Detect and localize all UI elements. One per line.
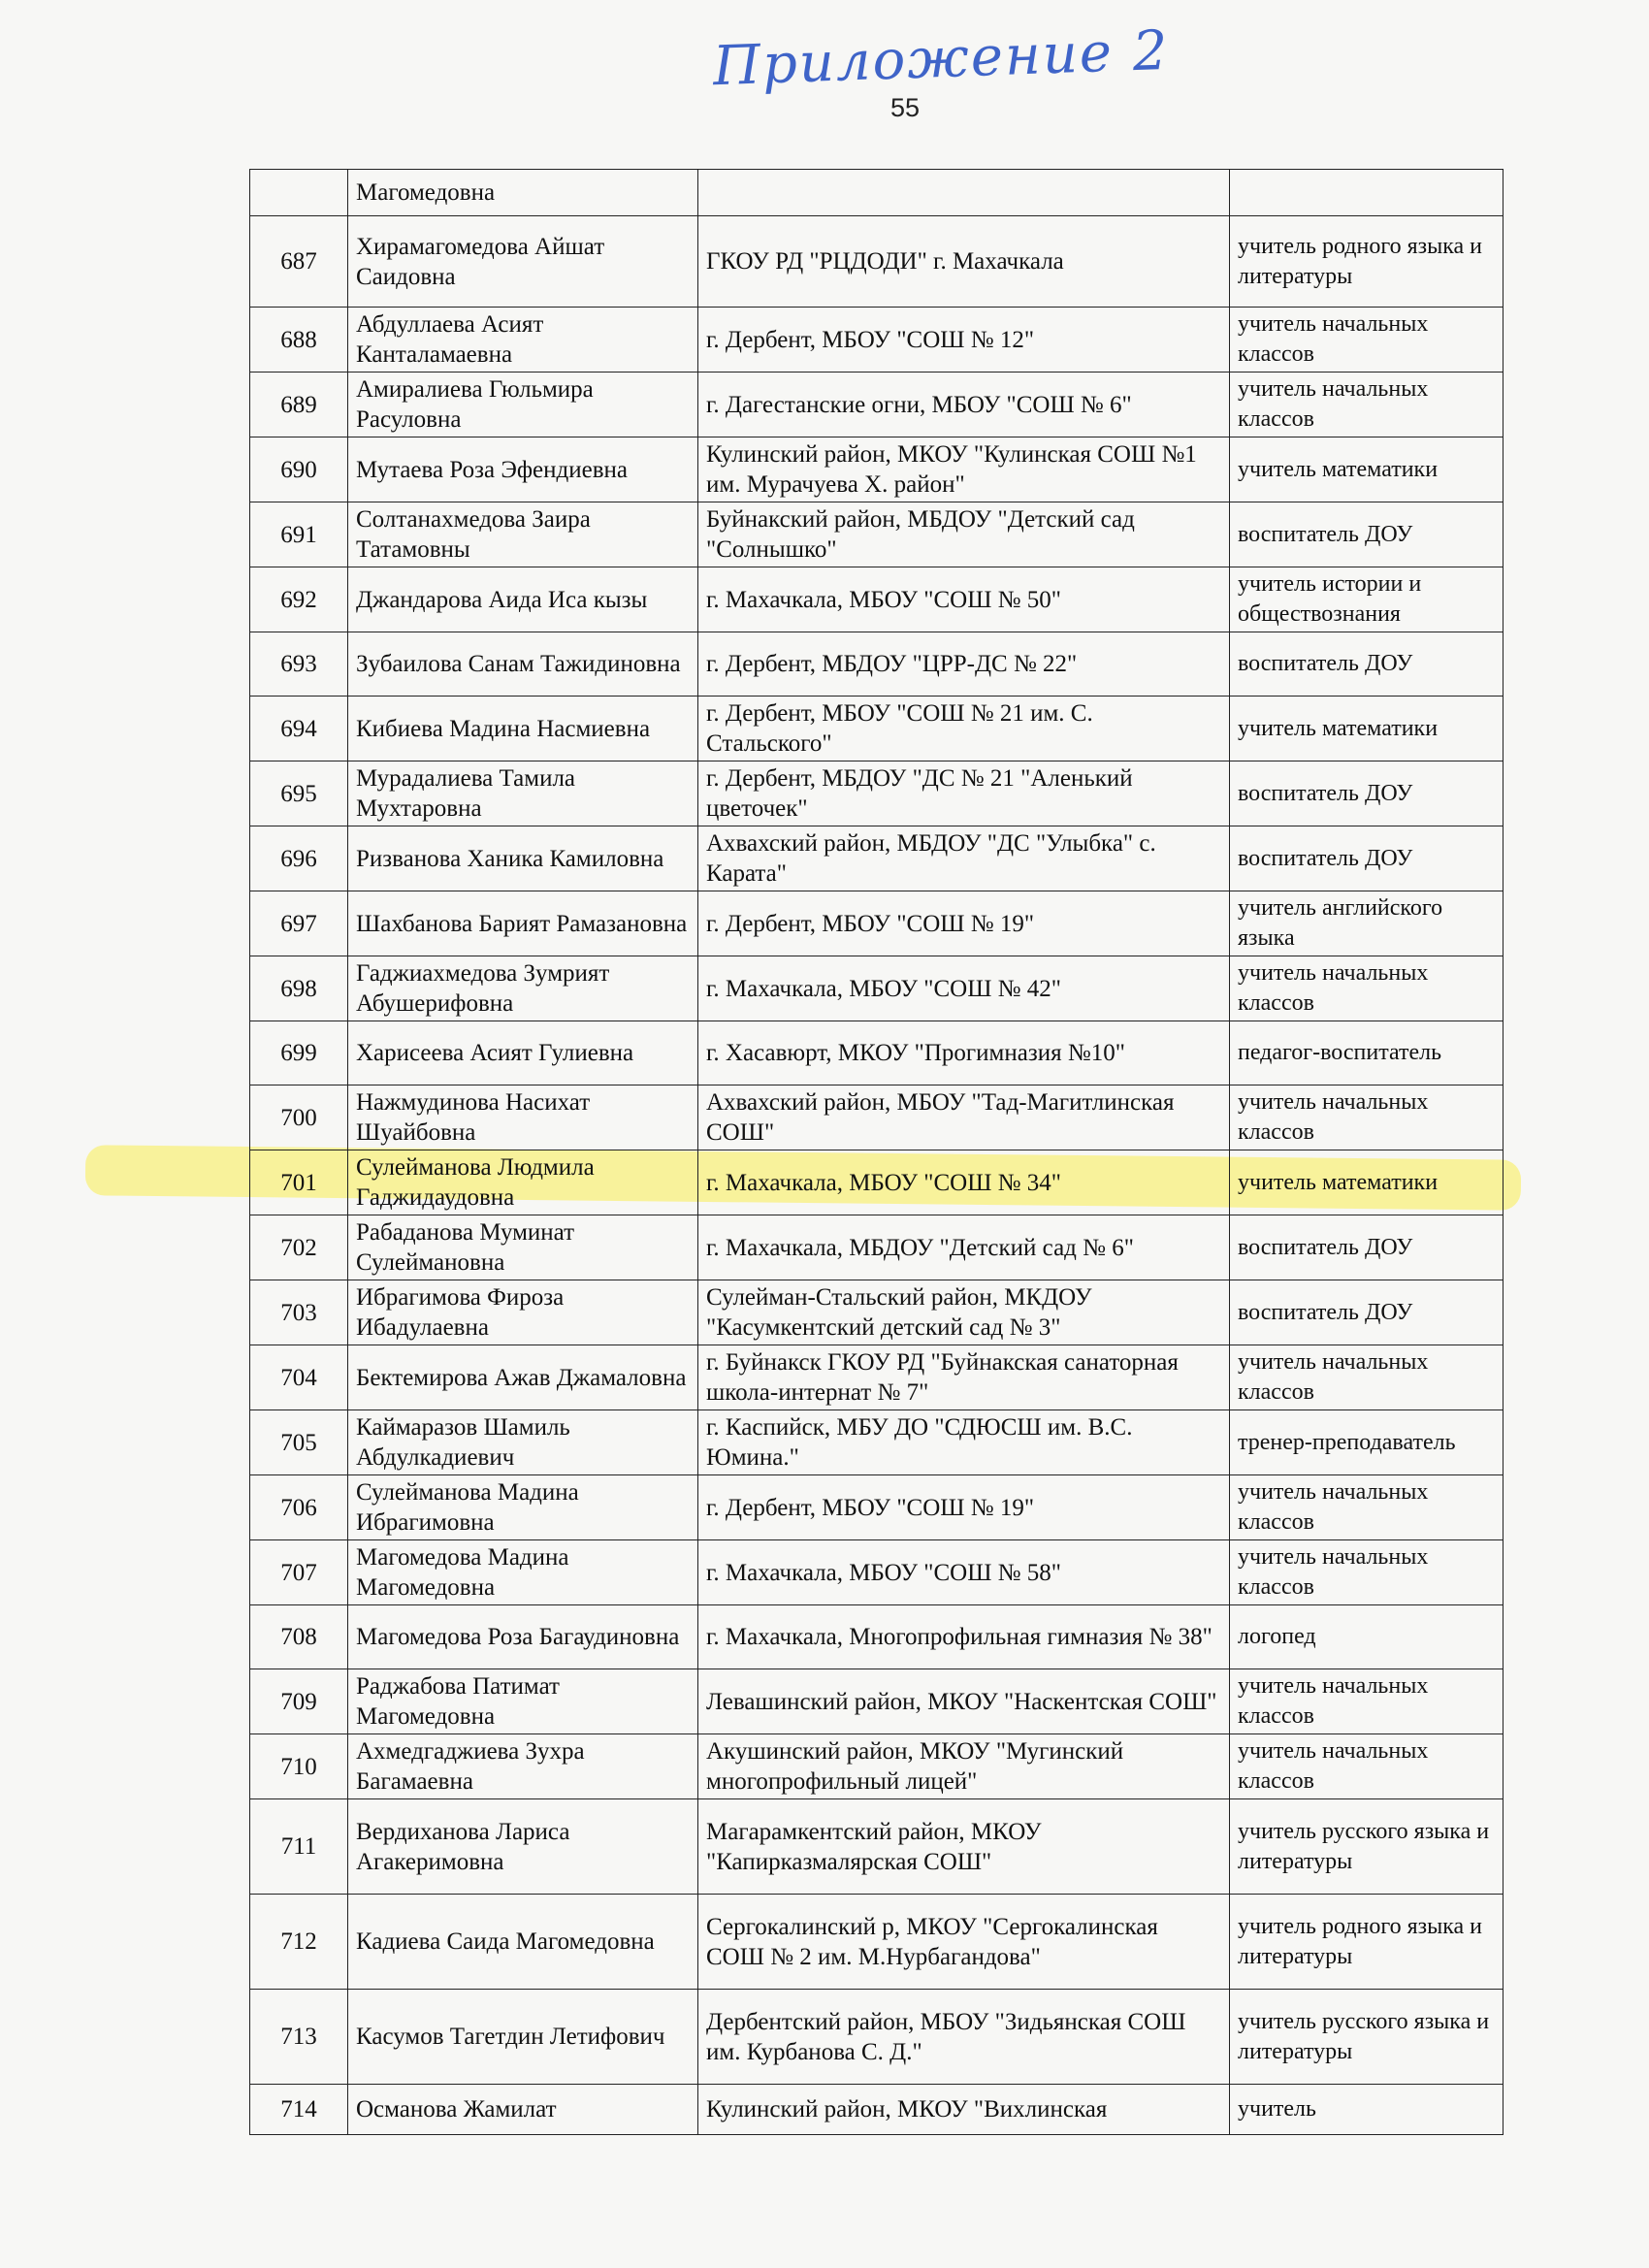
person-name: Сулейманова Мадина Ибрагимовна xyxy=(348,1475,698,1540)
person-name: Амиралиева Гюльмира Расуловна xyxy=(348,373,698,437)
position-title: учитель начальных классов xyxy=(1230,308,1504,373)
position-title: учитель начальных классов xyxy=(1230,1669,1504,1734)
position-title: тренер-преподаватель xyxy=(1230,1410,1504,1475)
organization: г. Махачкала, МБОУ "СОШ № 42" xyxy=(698,956,1230,1021)
position-title: учитель истории и обществознания xyxy=(1230,567,1504,632)
row-number: 696 xyxy=(250,826,348,891)
person-name: Ризванова Ханика Камиловна xyxy=(348,826,698,891)
row-number: 698 xyxy=(250,956,348,1021)
roster-table-body xyxy=(250,170,1504,2135)
position-title: учитель начальных классов xyxy=(1230,1085,1504,1150)
table-row xyxy=(250,2085,1504,2135)
person-name: Абдуллаева Асият Канталамаевна xyxy=(348,308,698,373)
page-number: 55 xyxy=(890,93,921,122)
position-title: воспитатель ДОУ xyxy=(1230,826,1504,891)
position-title: учитель русского языка и литературы xyxy=(1230,1799,1504,1895)
row-number: 688 xyxy=(250,308,348,373)
table-row xyxy=(250,567,1504,632)
person-name: Магомедова Мадина Магомедовна xyxy=(348,1540,698,1605)
row-number: 697 xyxy=(250,891,348,956)
organization: г. Махачкала, Многопрофильная гимназия № 38" xyxy=(698,1605,1230,1669)
handwritten-annotation: Приложение 2 xyxy=(712,18,1171,99)
person-name: Рабаданова Муминат Сулеймановна xyxy=(348,1215,698,1280)
position-title: воспитатель ДОУ xyxy=(1230,632,1504,697)
organization: г. Махачкала, МБОУ "СОШ № 50" xyxy=(698,567,1230,632)
organization: Ахвахский район, МБОУ "Тад-Магитлинская СОШ" xyxy=(698,1085,1230,1150)
organization: г. Махачкала, МБДОУ "Детский сад № 6" xyxy=(698,1215,1230,1280)
row-number: 713 xyxy=(250,1990,348,2085)
table-row xyxy=(250,373,1504,437)
person-name: Харисеева Асият Гулиевна xyxy=(348,1021,698,1085)
position-title: учитель английского языка xyxy=(1230,891,1504,956)
organization: Магарамкентский район, МКОУ "Капирказмалярская СОШ" xyxy=(698,1799,1230,1895)
table-row xyxy=(250,1345,1504,1410)
table-row xyxy=(250,956,1504,1021)
roster-table xyxy=(249,169,1504,2135)
person-name: Гаджиахмедова Зумрият Абушерифовна xyxy=(348,956,698,1021)
table-row xyxy=(250,1150,1504,1215)
row-number: 702 xyxy=(250,1215,348,1280)
row-number: 692 xyxy=(250,567,348,632)
organization: Ахвахский район, МБДОУ "ДС "Улыбка" с. Карата" xyxy=(698,826,1230,891)
position-title: воспитатель ДОУ xyxy=(1230,761,1504,826)
position-title: учитель родного языка и литературы xyxy=(1230,216,1504,308)
table-row xyxy=(250,1021,1504,1085)
row-number: 700 xyxy=(250,1085,348,1150)
table-row xyxy=(250,1669,1504,1734)
position-title: учитель начальных классов xyxy=(1230,956,1504,1021)
person-name: Мурадалиева Тамила Мухтаровна xyxy=(348,761,698,826)
person-name: Вердиханова Лариса Агакеримовна xyxy=(348,1799,698,1895)
table-row xyxy=(250,1280,1504,1345)
person-name: Ибрагимова Фироза Ибадулаевна xyxy=(348,1280,698,1345)
organization: г. Хасавюрт, МКОУ "Прогимназия №10" xyxy=(698,1021,1230,1085)
organization: г. Дербент, МБОУ "СОШ № 12" xyxy=(698,308,1230,373)
row-number: 710 xyxy=(250,1734,348,1799)
organization: Акушинский район, МКОУ "Мугинский многопрофильный лицей" xyxy=(698,1734,1230,1799)
table-row xyxy=(250,437,1504,502)
table-row xyxy=(250,697,1504,761)
organization: г. Дербент, МБОУ "СОШ № 21 им. С. Стальского" xyxy=(698,697,1230,761)
person-name: Солтанахмедова Заира Татамовны xyxy=(348,502,698,567)
person-name: Нажмудинова Насихат Шуайбовна xyxy=(348,1085,698,1150)
person-name: Магомедовна xyxy=(348,170,698,216)
table-row xyxy=(250,1895,1504,1990)
row-number: 690 xyxy=(250,437,348,502)
organization: г. Каспийск, МБУ ДО "СДЮСШ им. В.С. Юмина." xyxy=(698,1410,1230,1475)
table-row xyxy=(250,1085,1504,1150)
row-number: 693 xyxy=(250,632,348,697)
person-name: Ахмедгаджиева Зухра Багамаевна xyxy=(348,1734,698,1799)
person-name: Османова Жамилат xyxy=(348,2085,698,2135)
table-row xyxy=(250,826,1504,891)
row-number: 704 xyxy=(250,1345,348,1410)
table-row xyxy=(250,1799,1504,1895)
position-title: воспитатель ДОУ xyxy=(1230,1215,1504,1280)
person-name: Бектемирова Ажав Джамаловна xyxy=(348,1345,698,1410)
row-number: 714 xyxy=(250,2085,348,2135)
row-number: 701 xyxy=(250,1150,348,1215)
organization: Кулинский район, МКОУ "Кулинская СОШ №1 им. Мурачуева Х. район" xyxy=(698,437,1230,502)
organization: г. Дербент, МБОУ "СОШ № 19" xyxy=(698,1475,1230,1540)
person-name: Кибиева Мадина Насмиевна xyxy=(348,697,698,761)
table-row xyxy=(250,761,1504,826)
position-title: педагог-воспитатель xyxy=(1230,1021,1504,1085)
person-name: Зубаилова Санам Тажидиновна xyxy=(348,632,698,697)
organization: Сергокалинский р, МКОУ "Сергокалинская СОШ № 2 им. М.Нурбагандова" xyxy=(698,1895,1230,1990)
position-title: учитель математики xyxy=(1230,437,1504,502)
table-row xyxy=(250,308,1504,373)
organization xyxy=(698,170,1230,216)
person-name: Каймаразов Шамиль Абдулкадиевич xyxy=(348,1410,698,1475)
row-number: 709 xyxy=(250,1669,348,1734)
row-number: 694 xyxy=(250,697,348,761)
organization: Буйнакский район, МБДОУ "Детский сад "Солнышко" xyxy=(698,502,1230,567)
organization: г. Махачкала, МБОУ "СОШ № 34" xyxy=(698,1150,1230,1215)
table-row xyxy=(250,1734,1504,1799)
row-number: 712 xyxy=(250,1895,348,1990)
table-row xyxy=(250,1990,1504,2085)
table-row xyxy=(250,891,1504,956)
position-title: учитель математики xyxy=(1230,697,1504,761)
table-row xyxy=(250,1410,1504,1475)
organization: Сулейман-Стальский район, МКДОУ "Касумкентский детский сад № 3" xyxy=(698,1280,1230,1345)
table-row xyxy=(250,1215,1504,1280)
row-number: 706 xyxy=(250,1475,348,1540)
organization: г. Дербент, МБОУ "СОШ № 19" xyxy=(698,891,1230,956)
position-title: учитель начальных классов xyxy=(1230,1540,1504,1605)
position-title: воспитатель ДОУ xyxy=(1230,502,1504,567)
table-row xyxy=(250,216,1504,308)
person-name: Шахбанова Барият Рамазановна xyxy=(348,891,698,956)
person-name: Сулейманова Людмила Гаджидаудовна xyxy=(348,1150,698,1215)
position-title: учитель начальных классов xyxy=(1230,1734,1504,1799)
row-number: 708 xyxy=(250,1605,348,1669)
row-number: 703 xyxy=(250,1280,348,1345)
table-row xyxy=(250,1475,1504,1540)
person-name: Хирамагомедова Айшат Саидовна xyxy=(348,216,698,308)
organization: г. Махачкала, МБОУ "СОШ № 58" xyxy=(698,1540,1230,1605)
position-title: учитель xyxy=(1230,2085,1504,2135)
organization: Кулинский район, МКОУ "Вихлинская xyxy=(698,2085,1230,2135)
table-row xyxy=(250,1540,1504,1605)
organization: г. Дербент, МБДОУ "ЦРР-ДС № 22" xyxy=(698,632,1230,697)
organization: Дербентский район, МБОУ "Зидьянская СОШ им. Курбанова С. Д." xyxy=(698,1990,1230,2085)
position-title: воспитатель ДОУ xyxy=(1230,1280,1504,1345)
position-title: учитель русского языка и литературы xyxy=(1230,1990,1504,2085)
table-row xyxy=(250,170,1504,216)
person-name: Магомедова Роза Багаудиновна xyxy=(348,1605,698,1669)
row-number: 699 xyxy=(250,1021,348,1085)
table-row xyxy=(250,632,1504,697)
row-number: 691 xyxy=(250,502,348,567)
row-number: 695 xyxy=(250,761,348,826)
row-number: 705 xyxy=(250,1410,348,1475)
position-title: учитель начальных классов xyxy=(1230,373,1504,437)
organization: Левашинский район, МКОУ "Наскентская СОШ" xyxy=(698,1669,1230,1734)
table-row xyxy=(250,502,1504,567)
person-name: Раджабова Патимат Магомедовна xyxy=(348,1669,698,1734)
position-title: учитель начальных классов xyxy=(1230,1345,1504,1410)
organization: г. Дербент, МБДОУ "ДС № 21 "Аленький цветочек" xyxy=(698,761,1230,826)
row-number: 711 xyxy=(250,1799,348,1895)
table-row xyxy=(250,1605,1504,1669)
person-name: Мутаева Роза Эфендиевна xyxy=(348,437,698,502)
organization: г. Буйнакск ГКОУ РД "Буйнакская санаторная школа-интернат № 7" xyxy=(698,1345,1230,1410)
organization: г. Дагестанские огни, МБОУ "СОШ № 6" xyxy=(698,373,1230,437)
position-title: учитель родного языка и литературы xyxy=(1230,1895,1504,1990)
row-number: 689 xyxy=(250,373,348,437)
row-number: 707 xyxy=(250,1540,348,1605)
organization: ГКОУ РД "РЦДОДИ" г. Махачкала xyxy=(698,216,1230,308)
person-name: Джандарова Аида Иса кызы xyxy=(348,567,698,632)
position-title: учитель математики xyxy=(1230,1150,1504,1215)
position-title xyxy=(1230,170,1504,216)
row-number: 687 xyxy=(250,216,348,308)
person-name: Касумов Тагетдин Летифович xyxy=(348,1990,698,2085)
position-title: учитель начальных классов xyxy=(1230,1475,1504,1540)
position-title: логопед xyxy=(1230,1605,1504,1669)
person-name: Кадиева Саида Магомедовна xyxy=(348,1895,698,1990)
row-number xyxy=(250,170,348,216)
